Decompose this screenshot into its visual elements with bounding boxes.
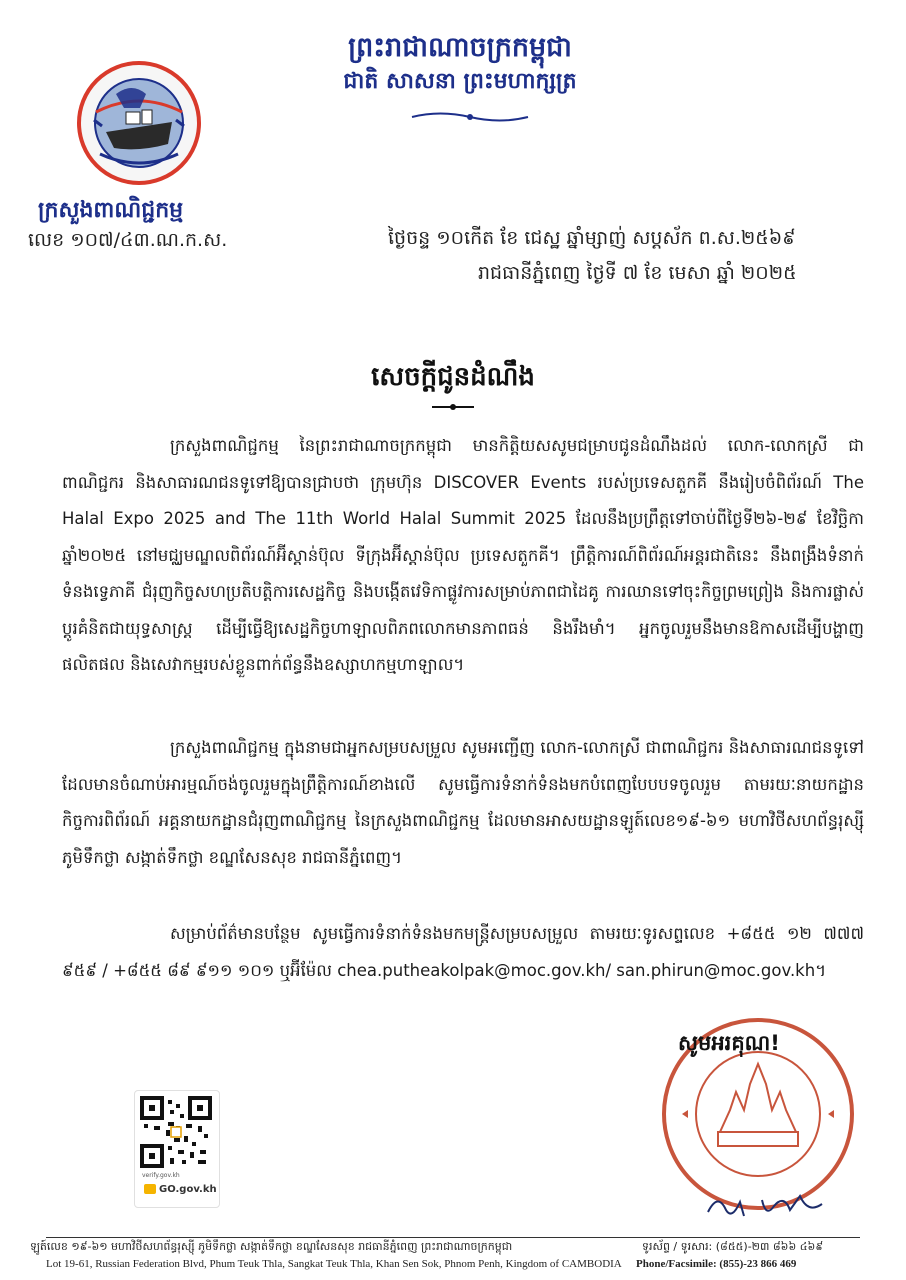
qr-code[interactable]	[140, 1096, 212, 1168]
paragraph-3	[62, 916, 864, 989]
paragraph-1-text: ក្រសួងពាណិជ្ជកម្ម នៃព្រះរាជាណាចក្រកម្ពុជា មានកិត្តិយសសូមជម្រាបជូនដំណឹងដល់ លោក-លោកស្រី ជាពាណិជ្ជករ និងសាធារណជនទូទៅឱ្យបានជ្រាបថា ក្រុមហ៊ុន DISCOVER Events របស់ប្រទេសតួកគី នឹងរៀបចំពិព័រណ៍ The Halal Expo 2025 and The 11th World Halal Summit 2025 ដែលនឹងប្រព្រឹត្តទៅចាប់ពីថ្ងៃទី២៦-២៩ ខែវិច្ឆិកា ឆ្នាំ២០២៥ នៅមជ្ឈមណ្ឌលពិព័រណ៍អ៊ីស្តាន់ប៊ុល ទីក្រុងអ៊ីស្តាន់ប៊ុល ប្រទេសតួកគី។ ព្រឹត្តិការណ៍ពិព័រណ៍អន្តរជាតិនេះ នឹងពង្រឹងទំនាក់ទំនងទ្វេភាគី ជំរុញកិច្ចសហប្រតិបត្តិការសេដ្ឋកិច្ច និងបង្កើតវេទិកាផ្លូវការសម្រាប់ភាពជាដៃគូ ការឈានទៅចុះកិច្ចព្រមព្រៀង និងការផ្លាស់ប្តូរគំនិតជាយុទ្ធសាស្ត្រ ដើម្បីធ្វើឱ្យសេដ្ឋកិច្ចហាឡាលពិភពលោកមានភាពធន់ និងរឹងមាំ។ អ្នកចូលរួមនឹងមានឱកាសដើម្បីបង្ហាញផលិតផល និងសេវាកម្មរបស់ខ្លួនពាក់ព័ន្ធនឹងឧស្សាហកម្មហាឡាល។	[62, 436, 864, 674]
ministry-name: ក្រសួងពាណិជ្ជកម្ម	[38, 198, 184, 223]
footer-phone-km: ទូរស័ព្ទ / ទូរសារ: (៨៥៥)-២៣ ៨៦៦ ៤៦៩	[642, 1240, 824, 1253]
signature	[704, 1188, 834, 1222]
qr-caption: verify.gov.kh	[142, 1172, 180, 1179]
qr-brand	[144, 1184, 217, 1195]
solar-date: រាជធានីភ្នំពេញ ថ្ងៃទី ៧ ខែ មេសា ឆ្នាំ ២០២៥	[478, 262, 797, 284]
kingdom-title: ព្រះរាជាណាចក្រកម្ពុជា	[348, 32, 572, 63]
document-title: សេចក្តីជូនដំណឹង	[371, 362, 535, 392]
qr-brand-label: GO.gov.kh	[159, 1184, 217, 1195]
ministry-logo	[76, 60, 202, 186]
paragraph-2	[62, 730, 864, 876]
footer-divider	[46, 1237, 860, 1238]
footer-address-en: Lot 19-61, Russian Federation Blvd, Phum Teuk Thla, Sangkat Teuk Thla, Khan Sen Sok, Phnom Penh, Kingdom of CAMBODIA	[46, 1258, 622, 1270]
paragraph-1	[62, 428, 864, 684]
title-ornament	[430, 402, 476, 412]
paragraph-2-text: ក្រសួងពាណិជ្ជកម្ម ក្នុងនាមជាអ្នកសម្របសម្រួល សូមអញ្ជើញ លោក-លោកស្រី ជាពាណិជ្ជករ និងសាធារណជនទូទៅដែលមានចំណាប់អារម្មណ៍ចង់ចូលរួមក្នុងព្រឹត្តិការណ៍ខាងលើ សូមធ្វើការទំនាក់ទំនងមកបំពេញបែបបទចូលរួម តាមរយៈនាយកដ្ឋានកិច្ចការពិព័រណ៍ អគ្គនាយកដ្ឋានជំរុញពាណិជ្ជកម្ម នៃក្រសួងពាណិជ្ជកម្ម ដែលមានអាសយដ្ឋានឡូត៍លេខ១៩-៦១ មហាវិថីសហព័ន្ធរុស្ស៊ី ភូមិទឹកថ្លា សង្កាត់ទឹកថ្លា ខណ្ឌសែនសុខ រាជធានីភ្នំពេញ។	[62, 738, 864, 867]
national-motto: ជាតិ សាសនា ព្រះមហាក្សត្រ	[343, 69, 577, 94]
reference-number: លេខ ១០៧/៤៣.ណ.ក.ស.	[28, 229, 228, 251]
lunar-date: ថ្ងៃចន្ទ ១០កើត ខែ ជេស្ឋ ឆ្នាំម្សាញ់ សប្តស័ក ព.ស.២៥៦៩	[388, 227, 796, 249]
go-gov-icon	[144, 1184, 156, 1194]
paragraph-3-text: សម្រាប់ព័ត៌មានបន្ថែម សូមធ្វើការទំនាក់ទំនងមកមន្ត្រីសម្របសម្រួល តាមរយៈទូរសព្ទលេខ +៨៥៥ ១២ ៧៧៧ ៩៥៩ / +៨៥៥ ៨៩ ៩១១ ១០១ ឬអ៊ីម៉ែល chea.putheakolpak@moc.gov.kh/ san.phirun@moc.gov.kh។	[62, 924, 864, 980]
header-ornament	[410, 110, 530, 124]
footer-address-km: ឡូត៍លេខ ១៩-៦១ មហាវិថីសហព័ន្ធរុស្ស៊ី ភូមិទឹកថ្លា សង្កាត់ទឹកថ្លា ខណ្ឌសែនសុខ រាជធានីភ្នំពេញ ព្រះរាជាណាចក្រកម្ពុជា	[30, 1240, 513, 1253]
closing-thanks: សូមអរគុណ!	[678, 1031, 780, 1055]
kingdom-header	[270, 30, 650, 98]
footer-phone-en: Phone/Facsimile: (855)-23 866 469	[636, 1258, 797, 1270]
